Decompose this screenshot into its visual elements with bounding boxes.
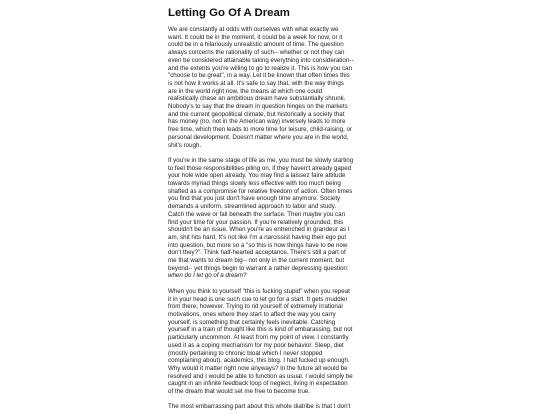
paragraph-line: even be considered attainable taking everything into consideration-- [168,56,354,64]
paragraph-line: If you're in the same stage of life as me, you must be slowly starting [168,156,354,164]
paragraph-line: from there, however. Trying to rid yourself of extremely irrational [168,303,343,311]
paragraph-line: want. It could be in the moment, it could be a week for now, or it [168,33,343,41]
paragraph-line: don't they?". Think half-hearted acceptance. There's still a part of [168,249,346,257]
paragraph-line: and the extents you're willing to go to realize it. This is how you can [168,64,353,72]
paragraph-line: into question, but more so a "so this is how things have to be now [168,241,348,249]
paragraph-line: shit's rough. [168,141,202,149]
paragraph-line: your hole wide open already. You may find a laissez faire attitude [168,172,346,180]
paragraph-line: to feel those responsibilities piling on, if they haven't already gaped [168,164,352,172]
paragraph-line: are in the world right now, the means at which one could [168,87,323,95]
paragraph-line: demands a uniform, streamlined approach to labor and study. [168,203,337,211]
paragraph-line: We are constantly at odds with ourselves with what exactly we [168,26,339,33]
paragraph-line: resolved and I would be able to function as usual. I would simply be [168,372,353,380]
paragraph-line: (mostly pertaining to chronic bloat which I never stopped [168,349,323,357]
paragraph-line: has money (no, not in the American way) inversely leads to more [168,118,346,126]
paragraph-line: complaining about), academics, this blog. I had fucked up enough. [168,357,350,365]
paragraph-line: of the dream that would set me free to become true. [168,388,311,396]
paragraph-line: you find that you just don't have enough time anymore. Society [168,195,341,203]
paragraph-line: me that wants to dream big-- not only in the current moment, but [168,257,345,265]
article-title: Letting Go Of A Dream [168,7,290,19]
paragraph-line: it in your head is one such cue to let go for a start. It gets muddier [168,295,348,303]
paragraph-line: shouldn't be an issue. When you're as entrenched in grandeur as I [168,226,350,234]
paragraph-line: When you think to yourself "this is fucking stupid" when you repeat [168,287,350,295]
article [168,6,380,419]
paragraph-line: towards myriad things slowly less effective with too much being [168,180,341,188]
paragraph-line: always concerns the rationality of such-- whether or not they can [168,49,345,57]
paragraph-line: Why would it matter right now anyways? In the future all would be [168,364,348,372]
paragraph-line: motivations, ones where they start to affect the way you carry [168,310,336,318]
paragraph-line: shafted as a compromise for relative freedom of action. Often times [168,187,353,195]
paragraph-line: Catch the wave or fall beneath the surface. Then maybe you can [168,210,346,218]
paragraph-line: is not how it works at all. It's safe to say that, with the way things [168,79,344,87]
paragraph-line: and the current geopolitical climate, but historically a society that [168,110,345,118]
paragraph-line: could be in a hilariously unrealistic amount of time. The question [168,41,344,49]
paragraph-line: caught in an infinite feedback loop of neglect, living in expectation [168,380,348,388]
paragraph-line: Nobody's to say that the dream in question hinges on the markets [168,103,348,111]
paragraph-line: "choose to be great", in a way. Let it be known that often times this [168,72,350,80]
paragraph-line: beyond-- yet things begin to warrant a rather depressing question: [168,264,349,272]
paragraph-line: free time, which then leads to more time for leisure, child-raising, or [168,126,352,134]
paragraph-line: yourself, is something that certainly feels inevitable. Catching [168,318,336,326]
article-paragraph [168,157,380,280]
paragraph-line: am, shit hits hard. It's not like I'm a narcissist having their ego put [168,233,347,241]
emphasized-question: when do I let go of a dream? [168,272,247,280]
paragraph-line: personal development. Doesn't matter where you are in the world, [168,133,349,141]
paragraph-line: particularly uncommon. At least from my point of view. I constantly [168,334,349,342]
paragraph-line: used it as a coping mechanism for my poor behavior. Sleep, diet [168,341,344,349]
paragraph-line: find your time for your passion. If you're relatively grounded, this [168,218,344,226]
paragraph-line: The most embarrassing part about this whole diatribe is that I don't [168,403,351,411]
article-paragraph [168,26,380,149]
paragraph-line: realistically chase an ambitious dream have substantially shrunk. [168,95,346,103]
article-paragraph [168,288,380,396]
paragraph-line: yourself in a train of thought like this is kind of embarassing, but not [168,326,353,334]
